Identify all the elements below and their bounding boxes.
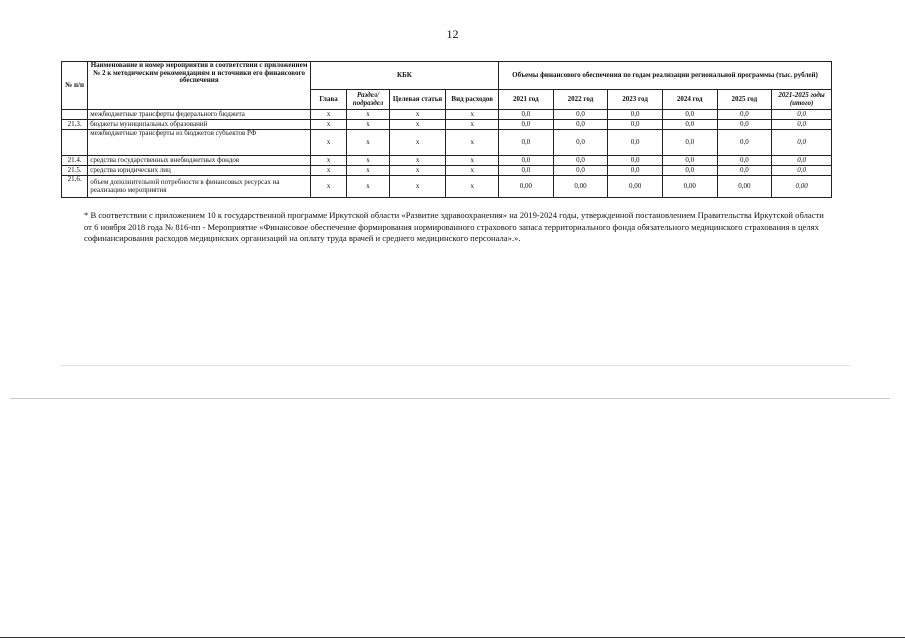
- kbk-cell: х: [310, 130, 346, 156]
- value-cell: 0,00: [717, 176, 772, 198]
- value-cell: 0,0: [608, 120, 663, 130]
- header-kbk-statya: Целевая статья: [389, 90, 446, 110]
- header-kbk: КБК: [310, 62, 498, 90]
- header-year-2024: 2024 год: [662, 90, 717, 110]
- table-row: [62, 156, 832, 166]
- footnote: * В соответствии с приложением 10 к государственной программе Иркутской области «Развитие здравоохранения» на 2019-2024 годы, утвержденной постановлением Правительства Иркутской области от 6 ноября 2018 года № 816-пп - Мероприятие «Финансовое обеспечение формирования нормированного страхового запаса территориального фонда обязательного медицинского страхования в целях софинансирования расходов медицинских организаций на оплату труда врачей и среднего медицинского персонала».».: [84, 210, 824, 244]
- table-row: [62, 166, 832, 176]
- header-kbk-razdel: Раздел/ подраздел: [347, 90, 389, 110]
- kbk-cell: х: [347, 110, 389, 120]
- value-cell: 0,0: [499, 166, 554, 176]
- value-cell: 0,0: [717, 120, 772, 130]
- row-name: средства государственных внебюджетных фондов: [88, 156, 311, 166]
- header-kbk-glava: Глава: [310, 90, 346, 110]
- value-cell: 0,00: [662, 176, 717, 198]
- row-name: объем дополнительной потребности в финансовых ресурсах на реализацию мероприятия: [88, 176, 311, 198]
- value-cell: 0,0: [662, 120, 717, 130]
- kbk-cell: х: [310, 110, 346, 120]
- kbk-cell: х: [347, 120, 389, 130]
- row-num: 21.4.: [62, 156, 88, 166]
- row-name: бюджеты муниципальных образований: [88, 120, 311, 130]
- kbk-cell: х: [446, 156, 499, 166]
- kbk-cell: х: [446, 120, 499, 130]
- total-cell: 0,00: [772, 176, 832, 198]
- row-num: [62, 130, 88, 156]
- value-cell: 0,0: [553, 130, 608, 156]
- value-cell: 0,0: [499, 120, 554, 130]
- page-number: 12: [446, 27, 459, 41]
- kbk-cell: х: [310, 156, 346, 166]
- kbk-cell: х: [347, 156, 389, 166]
- header-kbk-vid: Вид расходов: [446, 90, 499, 110]
- value-cell: 0,00: [608, 176, 663, 198]
- total-cell: 0,0: [772, 130, 832, 156]
- financing-table: [61, 61, 832, 198]
- table-row: [62, 130, 832, 156]
- kbk-cell: х: [310, 120, 346, 130]
- kbk-cell: х: [347, 130, 389, 156]
- header-year-2021: 2021 год: [499, 90, 554, 110]
- header-total: 2021-2025 годы (итого): [772, 90, 832, 110]
- value-cell: 0,0: [717, 130, 772, 156]
- kbk-cell: х: [347, 166, 389, 176]
- total-cell: 0,0: [772, 110, 832, 120]
- value-cell: 0,0: [499, 130, 554, 156]
- row-name: межбюджетные трансферты из бюджетов субъектов РФ: [88, 130, 311, 156]
- total-cell: 0,0: [772, 120, 832, 130]
- kbk-cell: х: [446, 166, 499, 176]
- kbk-cell: х: [446, 110, 499, 120]
- kbk-cell: х: [389, 130, 446, 156]
- value-cell: 0,0: [499, 110, 554, 120]
- row-num: 21.3.: [62, 120, 88, 130]
- value-cell: 0,0: [553, 166, 608, 176]
- kbk-cell: х: [446, 176, 499, 198]
- value-cell: 0,0: [662, 156, 717, 166]
- value-cell: 0,0: [499, 156, 554, 166]
- row-name: средства юридических лиц: [88, 166, 311, 176]
- table-row: [62, 176, 832, 198]
- header-year-2025: 2025 год: [717, 90, 772, 110]
- value-cell: 0,00: [553, 176, 608, 198]
- header-year-2022: 2022 год: [553, 90, 608, 110]
- value-cell: 0,0: [553, 156, 608, 166]
- scan-artifact-line: [60, 365, 850, 366]
- row-name: межбюджетные трансферты федерального бюджета: [88, 110, 311, 120]
- value-cell: 0,0: [662, 110, 717, 120]
- total-cell: 0,0: [772, 166, 832, 176]
- page-bottom-edge: [0, 637, 905, 638]
- total-cell: 0,0: [772, 156, 832, 166]
- kbk-cell: х: [389, 176, 446, 198]
- header-num: № п/п: [62, 62, 88, 110]
- header-year-2023: 2023 год: [608, 90, 663, 110]
- value-cell: 0,0: [717, 166, 772, 176]
- kbk-cell: х: [446, 130, 499, 156]
- table-row: [62, 120, 832, 130]
- value-cell: 0,0: [662, 166, 717, 176]
- value-cell: 0,0: [553, 110, 608, 120]
- kbk-cell: х: [389, 166, 446, 176]
- value-cell: 0,0: [717, 110, 772, 120]
- header-name: Наименование и номер мероприятия в соответствии с приложением № 2 к методическим рекомендациям и источники его финансового обеспечения: [88, 62, 311, 110]
- kbk-cell: х: [310, 166, 346, 176]
- value-cell: 0,0: [608, 166, 663, 176]
- value-cell: 0,0: [553, 120, 608, 130]
- kbk-cell: х: [347, 176, 389, 198]
- value-cell: 0,0: [608, 110, 663, 120]
- kbk-cell: х: [310, 176, 346, 198]
- table-row: [62, 110, 832, 120]
- value-cell: 0,0: [717, 156, 772, 166]
- value-cell: 0,0: [608, 130, 663, 156]
- kbk-cell: х: [389, 156, 446, 166]
- kbk-cell: х: [389, 110, 446, 120]
- value-cell: 0,0: [662, 130, 717, 156]
- header-volumes: Объемы финансового обеспечения по годам реализации региональной программы (тыс. рублей): [499, 62, 832, 90]
- value-cell: 0,00: [499, 176, 554, 198]
- row-num: 21.5.: [62, 166, 88, 176]
- scan-artifact-line: [10, 398, 890, 399]
- row-num: 21.6.: [62, 176, 88, 198]
- value-cell: 0,0: [608, 156, 663, 166]
- kbk-cell: х: [389, 120, 446, 130]
- row-num: [62, 110, 88, 120]
